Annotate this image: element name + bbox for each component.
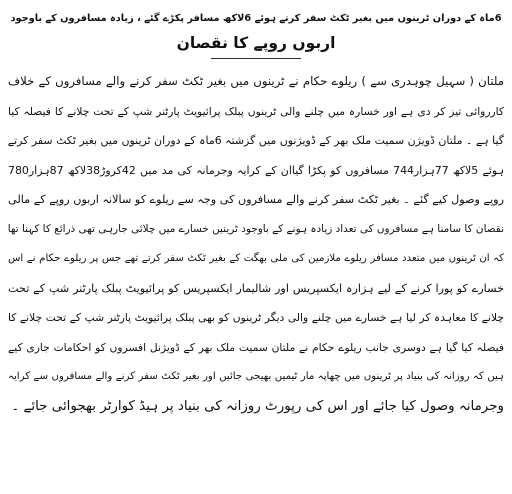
body-line-3: گیا ہے ۔ ملتان ڈویژن سمیت ملک بھر کے ڈویژنوں میں گزشتہ 6ماہ کے دوران ٹرینوں میں بغیر ٹکٹ سفر کرتے xyxy=(7,134,504,147)
body-line-9: چلانے کا معاہدہ کر لیا ہے خسارے میں چلنے والی دیگر ٹرینوں کو بھی پبلک پرائیویٹ پارٹنر شپ کے تحت چلانے کا xyxy=(8,311,504,324)
article-body xyxy=(8,67,504,421)
body-line-12: وجرمانہ وصول کیا جائے اور اس کی رپورٹ روزانہ کی بنیاد پر ہیڈ کوارٹر بھجوائی جائے ۔ xyxy=(11,398,504,414)
article-headline xyxy=(8,6,504,56)
body-line-6: نقصان کا سامنا ہے مسافروں کی تعداد زیادہ ہونے کے باوجود ٹرینیں خسارے میں چلائی جارہی تھی ذرائع کا کہنا تھا xyxy=(7,222,504,235)
body-line-4: ہوئے 5لاکھ 77ہزار744 مسافروں کو پکڑا گیاان کے کرایہ وجرمانہ کی مد میں 42کروڑ38لاکھ 87ہزار780 xyxy=(8,163,504,177)
body-line-2: کارروائی تیز کر دی ہے اور خسارہ میں چلنے والی ٹرینوں پبلک پرائیویٹ پارٹنر شپ کے تحت چلانے کا فیصلہ کیا xyxy=(8,104,504,118)
body-line-7: کہ ان ٹرینوں میں متعدد مسافر ریلوے ملازمین کی ملی بھگت کے بغیر ٹکٹ سفر کرتے تھے جس پر ریلوے حکام نے اس xyxy=(8,253,504,264)
headline-divider xyxy=(211,58,301,59)
body-line-8: خسارے کو پورا کرنے کے لیے ہزارہ ایکسپریس اور شالیمار ایکسپریس کو پرائیویٹ پبلک پارٹنر شپ کے تحت xyxy=(8,281,504,295)
headline-line-2: اربوں روپے کا نقصان xyxy=(176,34,336,52)
body-line-1: ملتان ( سہیل چوہدری سے ) ریلوے حکام نے ٹرینوں میں بغیر ٹکٹ سفر کرنے والے مسافروں کے خلاف xyxy=(8,74,504,88)
body-line-10: فیصلہ کیا گیا ہے دوسری جانب ریلوے حکام نے ملتان سمیت ملک بھر کے ڈویژنل افسروں کو احکامات جاری کیے xyxy=(8,340,504,354)
headline-line-1: 6ماہ کے دوران ٹرینوں میں بغیر ٹکٹ سفر کرتے ہوئے 6لاکھ مسافر پکڑے گئے ، زیادہ مسافروں کے باوجود xyxy=(10,13,502,24)
body-line-11: ہیں کہ روزانہ کی بنیاد پر ٹرینوں میں چھاپہ مار ٹیمیں بھیجی جائیں اور بغیر ٹکٹ سفر کرنے والے مسافروں سے کرایہ xyxy=(8,371,504,382)
body-line-5: روپے وصول کیے گئے ۔ بغیر ٹکٹ سفر کرنے والے مسافروں کی وجہ سے ریلوے کو سالانہ اربوں روپے کے مالی xyxy=(8,193,504,206)
